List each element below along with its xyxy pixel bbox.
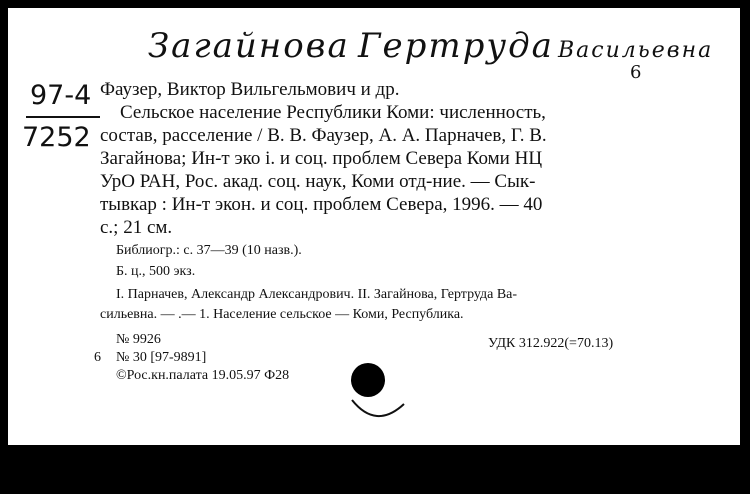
stock-line-number: 6 — [94, 350, 101, 365]
handwritten-author-name — [148, 26, 713, 66]
call-number-divider — [26, 116, 100, 118]
body-line: Загайнова; Ин-т эко і. и соц. проблем Севера Коми НЦ — [100, 148, 543, 169]
copyright-line: ©Рос.кн.палата 19.05.97 Ф28 — [116, 368, 290, 383]
catalog-card — [8, 8, 740, 445]
record-number: № 9926 — [116, 332, 161, 347]
body-line: тывкар : Ин-т экон. и соц. проблем Севера, 1996. — 40 — [100, 194, 543, 215]
note-price: Б. ц., 500 экз. — [116, 264, 196, 279]
tracing-line: сильевна. — .— 1. Население сельское — Коми, Республика. — [100, 307, 464, 322]
body-line: с.; 21 см. — [100, 217, 173, 238]
punch-arc — [348, 390, 408, 426]
body-line: Сельское население Республики Коми: численность, — [120, 102, 546, 123]
body-line: УрО РАН, Рос. акад. соц. наук, Коми отд-ние. — Сык- — [100, 171, 536, 192]
handwritten-patronymic: Васильевна — [558, 38, 714, 63]
call-number-top: 97-4 — [30, 80, 92, 111]
call-number-bottom: 7252 — [22, 122, 91, 153]
handwritten-mark: 6 — [630, 62, 642, 83]
tracing-line: I. Парначев, Александр Александрович. II. Загайнова, Гертруда Ва- — [116, 287, 518, 302]
handwritten-first-name: Гертруда — [358, 26, 554, 66]
body-line: состав, расселение / В. В. Фаузер, А. А. Парначев, Г. В. — [100, 125, 547, 146]
udc-code: УДК 312.922(=70.13) — [488, 336, 614, 351]
stock-line: № 30 [97-9891] — [116, 350, 207, 365]
handwritten-surname: Загайнова — [148, 26, 350, 66]
entry-heading: Фаузер, Виктор Вильгельмович и др. — [100, 79, 400, 100]
note-bibliography: Библиогр.: с. 37—39 (10 назв.). — [116, 243, 302, 258]
